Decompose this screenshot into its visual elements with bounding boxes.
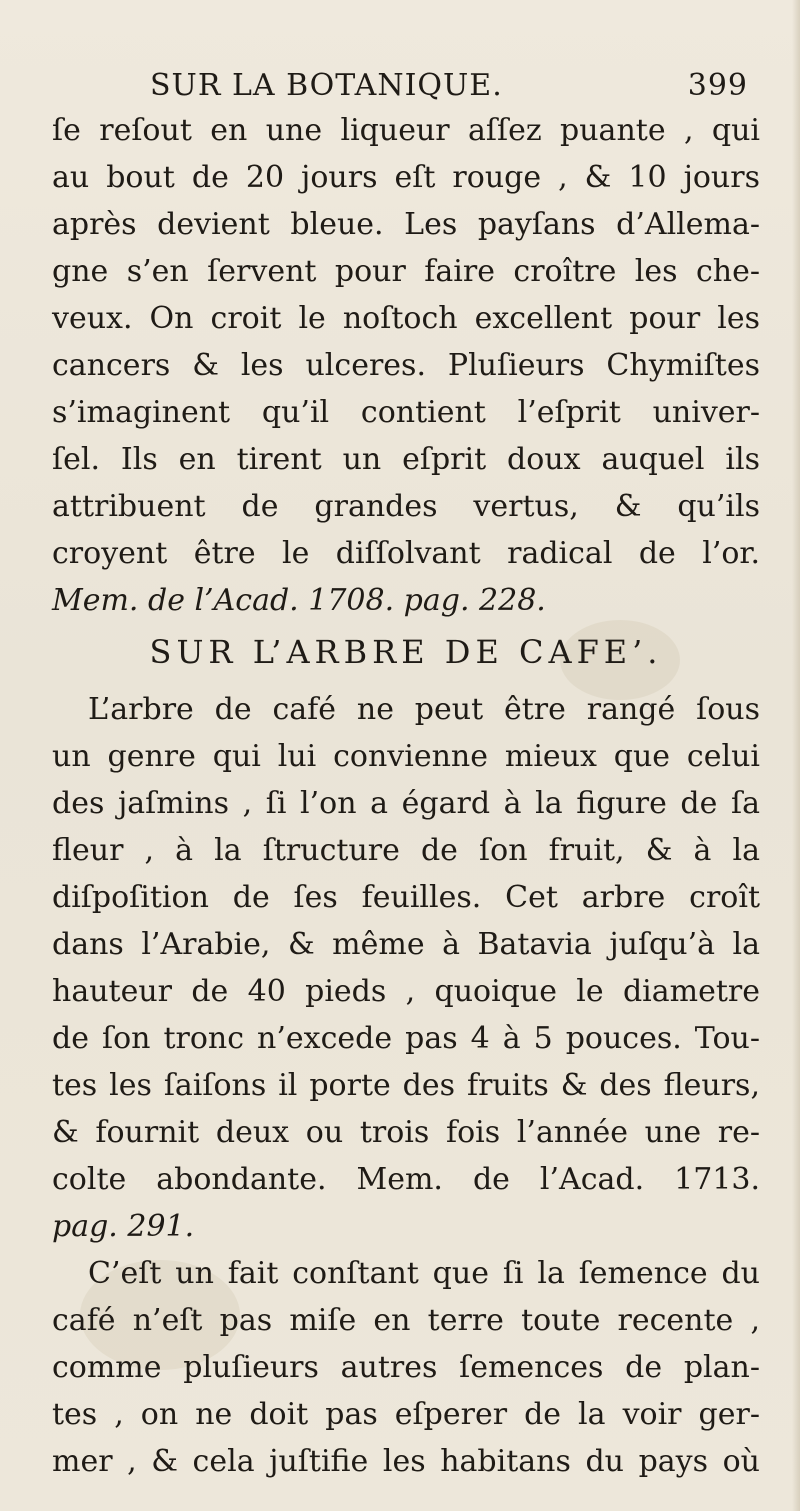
text-line: des jaſmins , ſi l’on a égard à la figure de ſa	[52, 786, 760, 821]
text-line: de ſon tronc n’excede pas 4 à 5 pouces. Tou-	[52, 1021, 760, 1056]
text-line: tes , on ne doit pas eſperer de la voir ger-	[52, 1397, 760, 1432]
text-line: ſe reſout en une liqueur aſſez puante , qui	[52, 113, 760, 148]
page-edge	[792, 0, 800, 1511]
text-line: & fournit deux ou trois fois l’année une re-	[52, 1115, 760, 1150]
citation-line: colte abondante. Mem. de l’Acad. 1713.	[52, 1162, 760, 1197]
text-line: veux. On croit le noſtoch excellent pour les	[52, 301, 760, 336]
text-line: un genre qui lui convienne mieux que celui	[52, 739, 760, 774]
text-line: au bout de 20 jours eſt rouge , & 10 jours	[52, 160, 760, 195]
running-title: SUR LA BOTANIQUE.	[150, 68, 503, 103]
section-heading: SUR L’ARBRE DE CAFE’.	[149, 633, 663, 671]
text-line: s’imaginent qu’il contient l’eſprit univer-	[52, 395, 760, 430]
page-number: 399	[687, 68, 748, 103]
citation-line: Mem. de l’Acad. 1708. pag. 228.	[52, 583, 546, 618]
paragraph-first-line: C’eſt un fait conſtant que ſi la ſemence du	[88, 1256, 760, 1291]
text-line: comme pluſieurs autres ſemences de plan-	[52, 1350, 760, 1385]
text-line: attribuent de grandes vertus, & qu’ils	[52, 489, 760, 524]
text-line: après devient bleue. Les payſans d’Allema-	[52, 207, 760, 242]
citation-line: pag. 291.	[52, 1209, 195, 1244]
running-head	[150, 68, 748, 106]
text-line: tes les ſaiſons il porte des fruits & des fleurs,	[52, 1068, 760, 1103]
text-line: dans l’Arabie, & même à Batavia juſqu’à la	[52, 927, 760, 962]
text-line: gne s’en ſervent pour faire croître les che-	[52, 254, 760, 289]
text-line: cancers & les ulceres. Pluſieurs Chymiſtes	[52, 348, 760, 383]
text-line: hauteur de 40 pieds , quoique le diametre	[52, 974, 760, 1009]
text-line: croyent être le diſſolvant radical de l’or.	[52, 536, 760, 571]
text-line: fleur , à la ſtructure de ſon fruit, & à la	[52, 833, 760, 868]
text-line: café n’eſt pas miſe en terre toute recente ,	[52, 1303, 760, 1338]
text-line: diſpoſition de ſes feuilles. Cet arbre croît	[52, 880, 760, 915]
text-line: ſel. Ils en tirent un eſprit doux auquel ils	[52, 442, 760, 477]
paragraph-first-line: L’arbre de café ne peut être rangé ſous	[88, 692, 760, 727]
text-line: mer , & cela juſtifie les habitans du pays où	[52, 1444, 760, 1479]
